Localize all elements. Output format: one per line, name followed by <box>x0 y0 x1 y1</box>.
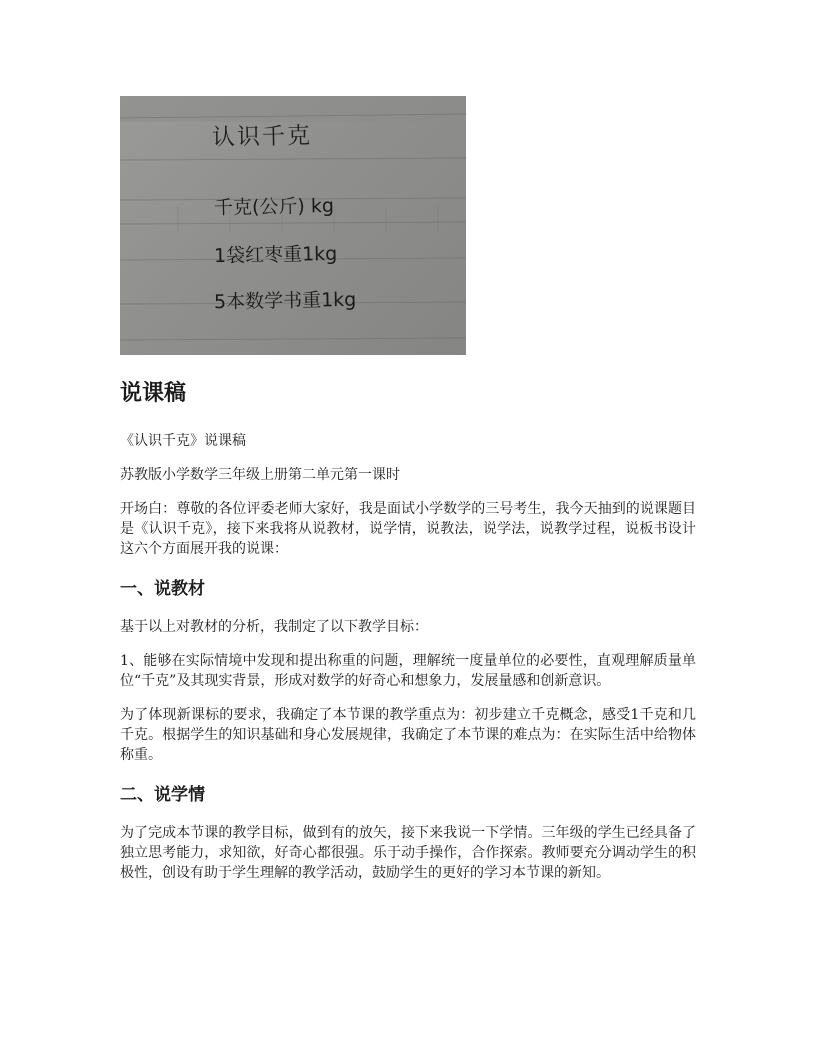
paragraph: 1、能够在实际情境中发现和提出称重的问题，理解统一度量单位的必要性，直观理解质量单位“千克”及其现实背景，形成对数学的好奇心和想象力，发展量感和创新意识。 <box>120 653 696 689</box>
lesson-title: 《认识千克》说课稿 <box>120 433 246 449</box>
paragraph: 基于以上对教材的分析，我制定了以下教学目标： <box>120 619 428 635</box>
handwritten-line-4: 5本数学书重1kg <box>213 288 357 314</box>
section-heading-students: 二、说学情 <box>120 785 205 805</box>
opening-remarks: 开场白：尊敬的各位评委老师大家好，我是面试小学数学的三号考生，我今天抽到的说课题目是《认识千克》，接下来我将从说教材，说学情，说教法，说学法，说教学过程，说板书设计这六个方面展开我的说课： <box>120 501 696 557</box>
paragraph: 为了体现新课标的要求，我确定了本节课的教学重点为：初步建立千克概念，感受1千克和几千克。根据学生的知识基础和身心发展规律，我确定了本节课的难点为：在实际生活中给物体称重。 <box>120 707 696 763</box>
document-title: 说课稿 <box>120 381 187 406</box>
section-heading-textbook: 一、说教材 <box>120 579 205 599</box>
handwritten-line-3: 1袋红枣重1kg <box>213 242 338 268</box>
document-page <box>120 96 696 897</box>
paragraph: 为了完成本节课的教学目标，做到有的放矢，接下来我说一下学情。三年级的学生已经具备了独立思考能力，求知欲，好奇心都很强。乐于动手操作，合作探索。教师要充分调动学生的积极性，创设有助于学生理解的教学活动，鼓励学生的更好的学习本节课的新知。 <box>120 825 696 881</box>
handwritten-note-photo <box>120 96 466 355</box>
handwritten-line-2: 千克(公斤) kg <box>213 194 335 220</box>
lesson-source: 苏教版小学数学三年级上册第二单元第一课时 <box>120 467 400 483</box>
handwritten-line-1: 认识千克 <box>211 123 313 151</box>
